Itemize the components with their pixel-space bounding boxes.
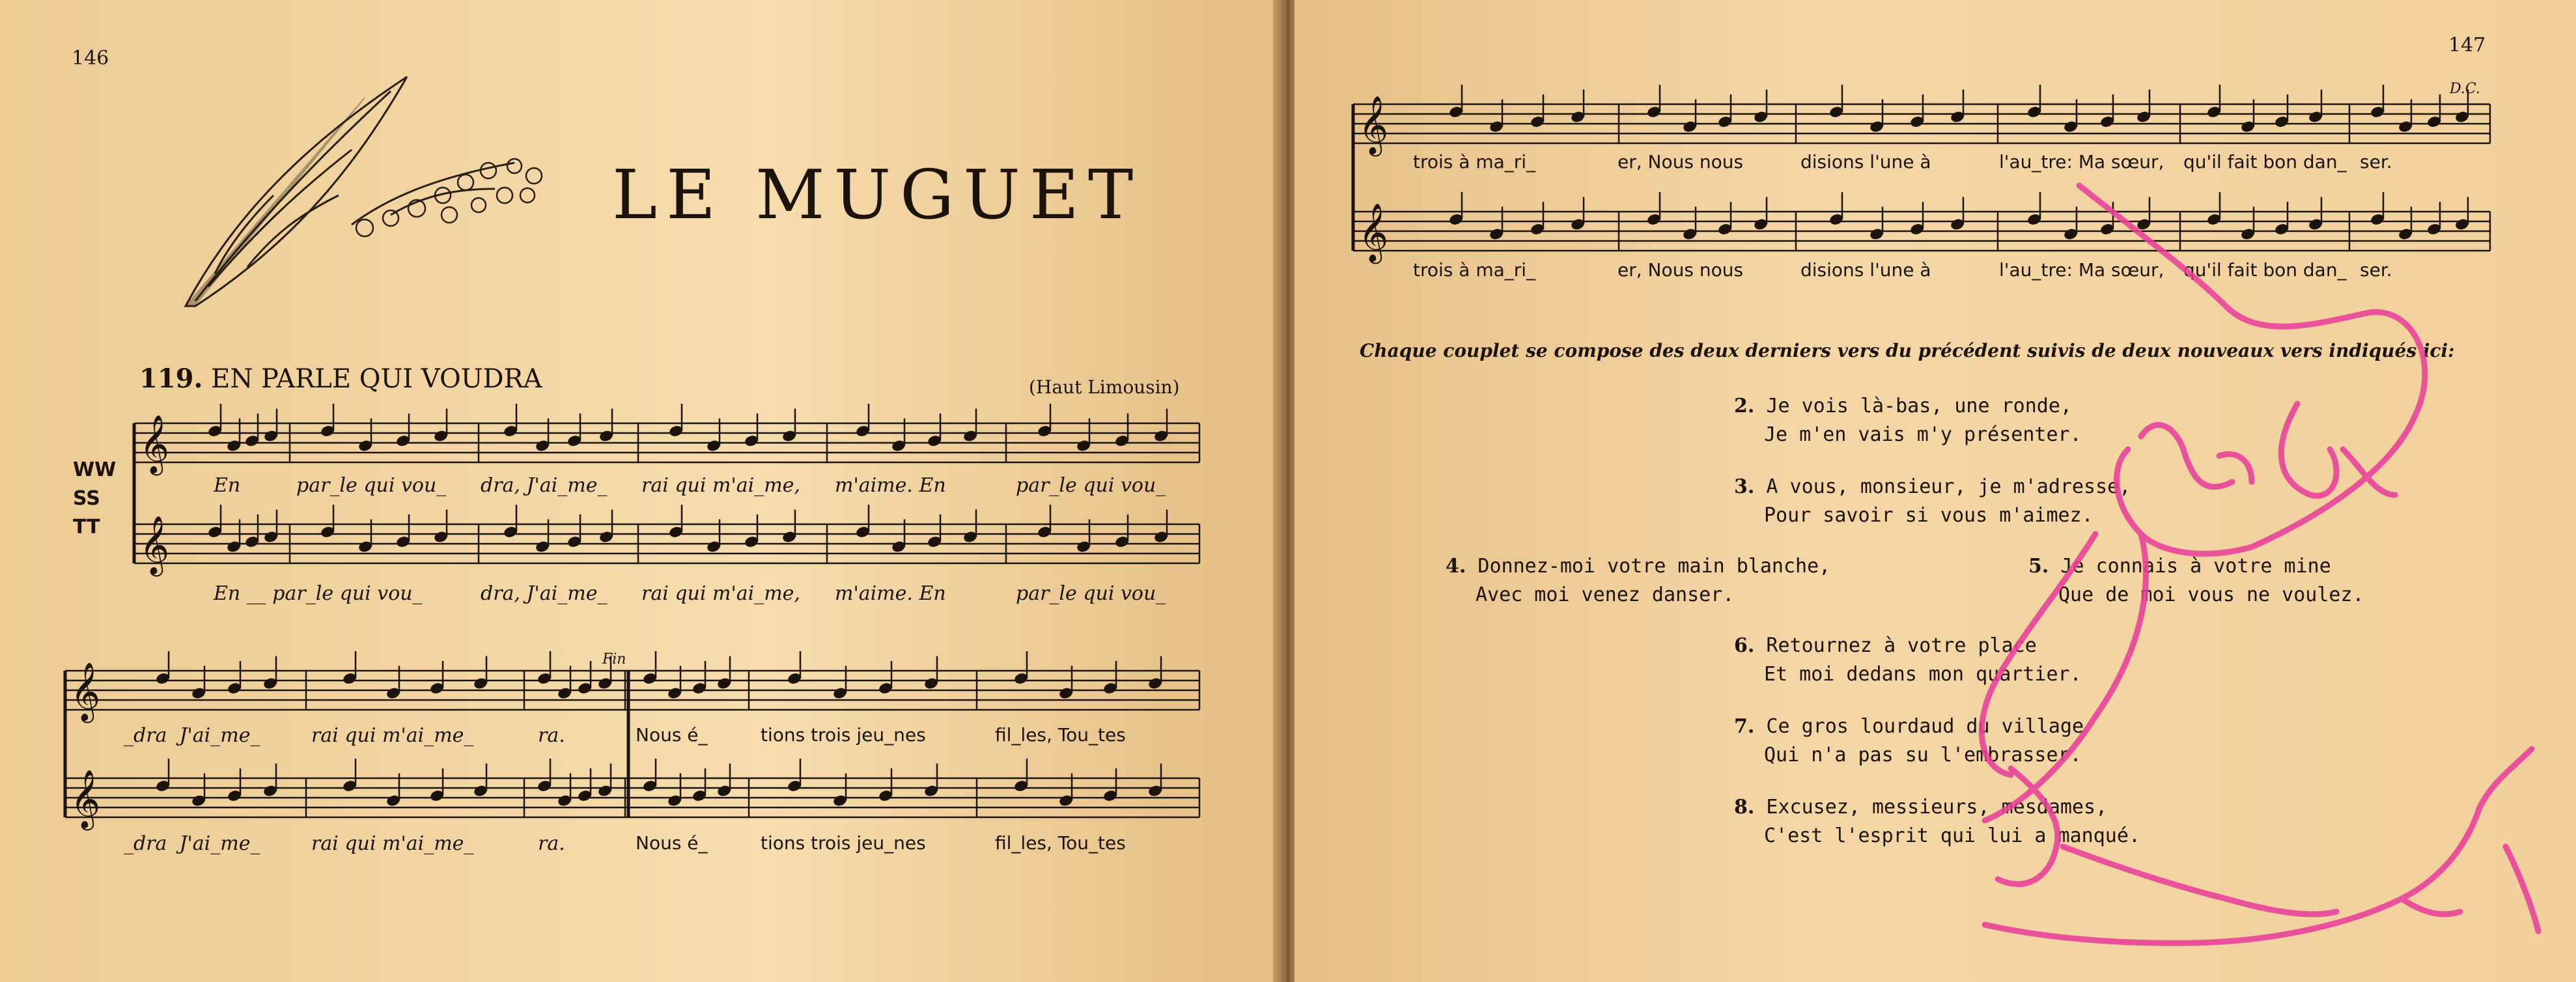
- couplet-line: Je m'en vais m'y présenter.: [1764, 423, 2082, 446]
- page-number-left: 146: [72, 47, 109, 70]
- voice-label: SS: [73, 487, 100, 510]
- dc-mark: D.C.: [2450, 81, 2480, 97]
- lyric-syllables: tions trois jeu_nes: [761, 724, 926, 746]
- right-page: [1295, 0, 2576, 982]
- lyric-syllables: m'aime. En: [835, 582, 946, 605]
- lyric-syllables: dra, J'ai_me_: [481, 582, 608, 605]
- treble-clef-icon: 𝄞: [139, 516, 170, 574]
- lyric-syllables: er, Nous nous: [1617, 151, 1744, 173]
- couplet-line: Je connais à votre mine: [2060, 555, 2331, 578]
- couplet-number: 6.: [1734, 634, 1755, 657]
- treble-clef-icon: 𝄞: [1358, 96, 1389, 154]
- lyric-syllables: rai qui m'ai_me_: [311, 832, 474, 855]
- lyric-syllables: rai qui m'ai_me,: [641, 474, 800, 497]
- lyric-syllables: l'au_tre: Ma sœur,: [1999, 151, 2164, 173]
- song-origin: (Haut Limousin): [1029, 376, 1180, 398]
- lyric-syllables: rai qui m'ai_me,: [641, 582, 800, 605]
- couplet-line: Retournez à votre place: [1766, 634, 2037, 657]
- couplet-line: Qui n'a pas su l'embrasser.: [1764, 744, 2082, 766]
- lyric-syllables: er, Nous nous: [1617, 259, 1744, 281]
- left-page: [0, 0, 1281, 982]
- couplet-line: A vous, monsieur, je m'adresse,: [1766, 475, 2131, 498]
- lyric-syllables: Nous é_: [636, 724, 708, 746]
- song-number: 119.: [139, 363, 203, 394]
- lyric-syllables: En __ par_le qui vou_: [214, 582, 423, 605]
- page-number-right: 147: [2448, 34, 2486, 57]
- lyric-syllables: ra.: [538, 724, 565, 747]
- lyric-syllables: l'au_tre: Ma sœur,: [1999, 259, 2164, 281]
- treble-clef-icon: 𝄞: [1358, 203, 1389, 262]
- lyric-syllables: trois à ma_ri_: [1413, 259, 1536, 281]
- couplet-line: Et moi dedans mon quartier.: [1764, 663, 2082, 686]
- song-collection-title: LE MUGUET: [612, 155, 1143, 234]
- lyric-syllables: m'aime. En: [835, 474, 946, 497]
- couplet-line: Avec moi venez danser.: [1476, 583, 1735, 606]
- couplet-line: Excusez, messieurs, mesdames,: [1766, 796, 2108, 819]
- lyric-syllables: rai qui m'ai_me_: [311, 724, 474, 747]
- lyric-syllables: ser.: [2360, 151, 2392, 173]
- couplet-number: 8.: [1734, 796, 1755, 819]
- lyric-syllables: disions l'une à: [1800, 259, 1931, 281]
- treble-clef-icon: 𝄞: [139, 415, 170, 473]
- couplet-instruction: Chaque couplet se compose des deux derniers vers du précédent suivis de deux nouveaux vers indiqués ici:: [1360, 340, 2455, 361]
- lyric-syllables: fil_les, Tou_tes: [995, 724, 1126, 746]
- couplet-number: 2.: [1734, 395, 1755, 417]
- lyric-syllables: En: [214, 474, 241, 497]
- couplet-line: Donnez-moi votre main blanche,: [1477, 555, 1831, 578]
- lyric-syllables: ra.: [538, 832, 565, 855]
- lyric-syllables: par_le qui vou_: [1016, 582, 1166, 605]
- couplet-line: Ce gros lourdaud du village: [1766, 715, 2084, 738]
- couplet-line: Je vois là-bas, une ronde,: [1766, 395, 2072, 417]
- lyric-syllables: _dra J'ai_me_: [124, 832, 260, 855]
- couplet-number: 5.: [2028, 555, 2049, 578]
- voice-label: TT: [73, 516, 100, 539]
- treble-clef-icon: 𝄞: [70, 662, 101, 721]
- lyric-syllables: fil_les, Tou_tes: [995, 832, 1126, 854]
- treble-clef-icon: 𝄞: [70, 770, 101, 828]
- fin-mark: Fin: [602, 651, 626, 667]
- lyric-syllables: ser.: [2360, 259, 2392, 281]
- lyric-syllables: _dra J'ai_me_: [124, 724, 260, 747]
- couplet-line: Pour savoir si vous m'aimez.: [1764, 504, 2093, 527]
- pink-scribble-drawing: [1295, 0, 2576, 982]
- couplet-line: C'est l'esprit qui lui a manqué.: [1764, 824, 2140, 847]
- couplet-number: 4.: [1446, 555, 1466, 578]
- lyric-syllables: Nous é_: [636, 832, 708, 854]
- lyric-syllables: disions l'une à: [1800, 151, 1931, 173]
- song-title: EN PARLE QUI VOUDRA: [211, 364, 542, 394]
- voice-label: WW: [73, 458, 117, 481]
- lyric-syllables: dra, J'ai_me_: [481, 474, 608, 497]
- lyric-syllables: par_le qui vou_: [296, 474, 447, 497]
- lyric-syllables: tions trois jeu_nes: [761, 832, 926, 854]
- lyric-syllables: trois à ma_ri_: [1413, 151, 1536, 173]
- couplet-number: 3.: [1734, 475, 1755, 498]
- lyric-syllables: qu'il fait bon dan_: [2183, 151, 2347, 173]
- couplet-line: Que de moi vous ne voulez.: [2058, 583, 2364, 606]
- lyric-syllables: qu'il fait bon dan_: [2183, 259, 2347, 281]
- lyric-syllables: par_le qui vou_: [1016, 474, 1166, 497]
- couplet-number: 7.: [1734, 715, 1755, 738]
